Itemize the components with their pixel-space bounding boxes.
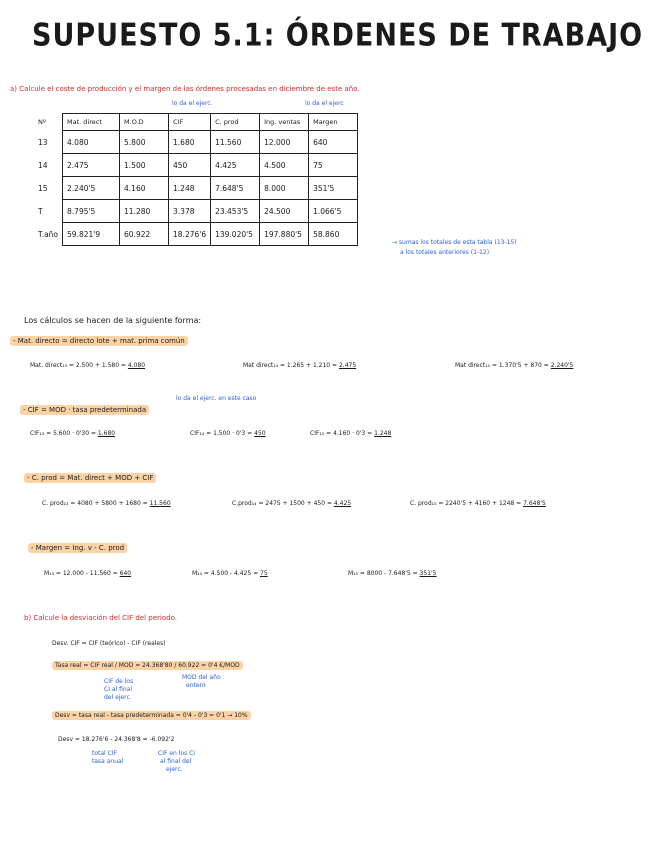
- col-header: Mat. direct: [63, 114, 120, 131]
- table-cell: 2.240'5: [63, 177, 120, 200]
- table-cell: T.año: [34, 223, 63, 246]
- cif-calc-13: CIF₁₃ = 5.600 · 0'30 = 1.680: [30, 430, 116, 437]
- tasa-real-formula: Tasa real = CIF real / MOD = 24.368'80 / 60.922 = 0'4 €/MOD: [52, 662, 243, 669]
- col-header: Nº: [34, 114, 63, 131]
- table-cell: 59.821'9: [63, 223, 120, 246]
- table-cell: 75: [309, 154, 358, 177]
- table-cell: 23.453'5: [211, 200, 260, 223]
- table-cell: 11.560: [211, 131, 260, 154]
- note-cif-given: lo da el ejerc.: [172, 100, 213, 107]
- table-cell: 4.160: [120, 177, 169, 200]
- table-cell: 3.378: [169, 200, 211, 223]
- mat-formula-label: - Mat. directo = directo lote + mat. prima común: [10, 337, 188, 345]
- table-cell: 18.276'6: [169, 223, 211, 246]
- note-cif-ci-3: del ejerc.: [104, 694, 132, 701]
- table-cell: 11.280: [120, 200, 169, 223]
- cif-calc-15: CIF₁₅ = 4.160 · 0'3 = 1.248: [310, 430, 392, 437]
- note-cif-ci-end-3: ejerc.: [166, 766, 183, 773]
- part-b-label: b) Calcule la desviación del CIF del periodo.: [24, 614, 177, 622]
- table-row: [34, 154, 358, 177]
- margin-calc-13: M₁₃ = 12.000 - 11.560 = 640: [44, 570, 132, 577]
- table-cell: 4.425: [211, 154, 260, 177]
- table-cell: 24.500: [260, 200, 309, 223]
- table-cell: 1.066'5: [309, 200, 358, 223]
- note-cif-ci-end-2: al final del: [160, 758, 192, 765]
- table-cell: 58.860: [309, 223, 358, 246]
- table-cell: 4.500: [260, 154, 309, 177]
- table-row: [34, 131, 358, 154]
- cprod-calc-14: C.prod₁₄ = 2475 + 1500 + 450 = 4.425: [232, 500, 352, 507]
- desv-value-formula: Desv = 18.276'6 - 24.368'8 = -6.092'2: [58, 736, 175, 743]
- totals-note-2: a los totales anteriores (1-12).: [400, 249, 491, 256]
- cprod-formula-label: - C. prod = Mat. direct + MOD + CIF: [24, 474, 156, 482]
- note-mod-year-2: entero: [186, 682, 206, 689]
- margin-calc-14: M₁₄ = 4.500 - 4.425 = 75: [192, 570, 268, 577]
- part-a-label: a) Calcule el coste de producción y el margen de las órdenes procesadas en diciembre de este año.: [10, 85, 360, 93]
- cprod-calc-15: C. prod₁₅ = 2240'5 + 4160 + 1248 = 7.648'5: [410, 500, 546, 507]
- table-cell: 139.020'5: [211, 223, 260, 246]
- cprod-calc-13: C. prod₁₃ = 4080 + 5800 + 1680 = 11.560: [42, 500, 171, 507]
- table-cell: 12.000: [260, 131, 309, 154]
- table-cell: 351'5: [309, 177, 358, 200]
- table-cell: 8.795'5: [63, 200, 120, 223]
- table-cell: 60.922: [120, 223, 169, 246]
- desv-tasa-formula: Desv = tasa real - tasa predeterminada = 0'4 - 0'3 = 0'1 → 10%: [52, 712, 251, 719]
- table-cell: 7.648'5: [211, 177, 260, 200]
- margin-calc-15: M₁₅ = 8000 - 7.648'5 = 351'5: [348, 570, 437, 577]
- table-row: [34, 200, 358, 223]
- table-cell: 8.000: [260, 177, 309, 200]
- mat-calc-13: Mat. direct₁₃ = 2.500 + 1.580 = 4.080: [30, 362, 146, 369]
- note-mod-year-1: MOD del año: [182, 674, 221, 681]
- table-cell: 4.080: [63, 131, 120, 154]
- table-cell: 1.500: [120, 154, 169, 177]
- table-cell: 450: [169, 154, 211, 177]
- table-cell: 14: [34, 154, 63, 177]
- note-cif-ci-end-1: CIF en los CI: [158, 750, 196, 757]
- table-cell: 1.248: [169, 177, 211, 200]
- table-cell: 13: [34, 131, 63, 154]
- table-header-row: [34, 114, 358, 131]
- mat-calc-14: Mat direct₁₄ = 1.265 + 1.210 = 2.475: [243, 362, 357, 369]
- cif-note: lo da el ejerc. en este caso: [176, 395, 257, 402]
- note-cif-ci-1: CIF de los: [104, 678, 134, 685]
- col-header: Ing. ventas: [260, 114, 309, 131]
- desv-formula: Desv. CIF = CIF (teórico) - CIF (reales): [52, 640, 166, 647]
- col-header: Margen: [309, 114, 358, 131]
- totals-note-1: → sumas los totales de esta tabla (13-15): [392, 239, 517, 246]
- page-title: SUPUESTO 5.1: ÓRDENES DE TRABAJO: [32, 18, 644, 54]
- table-cell: 5.800: [120, 131, 169, 154]
- table-cell: T: [34, 200, 63, 223]
- table-cell: 15: [34, 177, 63, 200]
- table-cell: 640: [309, 131, 358, 154]
- cif-formula-label: - CIF = MOD · tasa predeterminada: [20, 406, 149, 414]
- explain-text: Los cálculos se hacen de la siguiente forma:: [24, 316, 202, 325]
- note-cif-ci-2: CI al final: [104, 686, 133, 693]
- cif-calc-14: CIF₁₄ = 1.500 · 0'3 = 450: [190, 430, 266, 437]
- col-header: M.O.D: [120, 114, 169, 131]
- note-total-cif-1: total CIF: [92, 750, 118, 757]
- mat-calc-15: Mat direct₁₅ = 1.370'5 + 870 = 2.240'5: [455, 362, 574, 369]
- margin-formula-label: - Margen = Ing. v - C. prod: [28, 544, 127, 552]
- table-row: [34, 177, 358, 200]
- table-cell: 1.680: [169, 131, 211, 154]
- note-total-cif-2: tasa anual: [92, 758, 124, 765]
- table-cell: 197.880'5: [260, 223, 309, 246]
- col-header: C. prod: [211, 114, 260, 131]
- note-ing-given: lo da el ejerc: [305, 100, 344, 107]
- orders-table: [34, 113, 358, 246]
- table-row: [34, 223, 358, 246]
- col-header: CIF: [169, 114, 211, 131]
- table-cell: 2.475: [63, 154, 120, 177]
